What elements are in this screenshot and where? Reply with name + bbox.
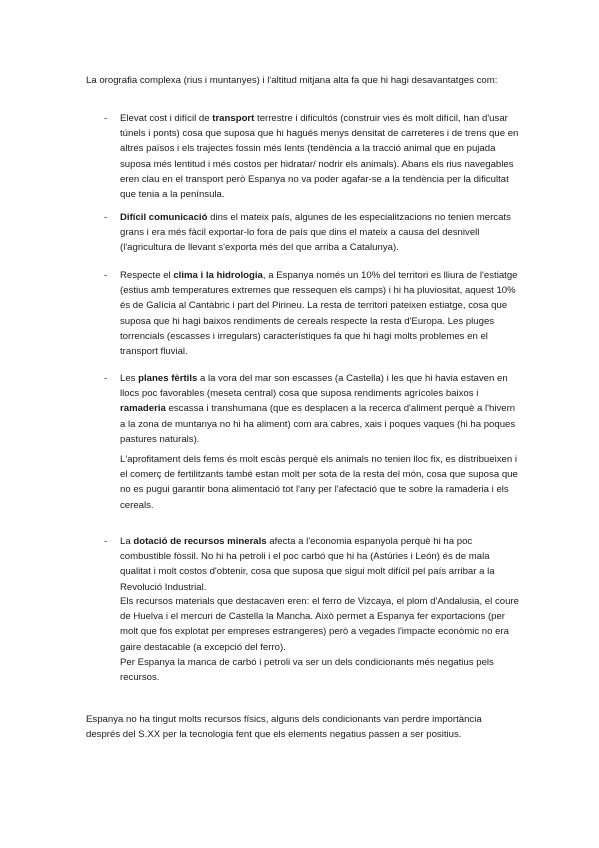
minerals-paragraph	[120, 534, 520, 595]
bullet-dash: -	[104, 113, 108, 124]
bold-term-livestock: ramaderia	[120, 403, 166, 415]
coal-oil-paragraph: Per Espanya la manca de carbó i petroli va ser un dels condicionants més negatius pels recursos.	[120, 657, 494, 684]
text-run: Les	[120, 373, 139, 384]
materials-paragraph: Els recursos materials que destacaven eren: el ferro de Vizcaya, el plom d'Andalusia, el coure de Huelva i el mercuri de Castella la Mancha. Això permet a Espanya fer exportacions (per molt que fos explotat per empreses estrangeres) però a vegades l'impacte econòmic no era gaire destacable (a excepció del ferro).	[120, 596, 519, 653]
text-run: La	[120, 536, 134, 547]
transport-paragraph	[120, 111, 520, 202]
text-run: afecta a l'economia espanyola perquè hi ha poc combustible fòssil. No hi ha petroli i el poc carbó que hi ha (Astúries i León) és de mala qualitat i molt costos d'obtenir, cosa que suposa que sigui molt difícil pel país arribar a la Revolució Industrial.	[120, 536, 495, 593]
intro-paragraph: La orografia complexa (rius i muntanyes) i l'altitud mitjana alta fa que hi hagi desavantatges com:	[86, 75, 498, 86]
text-run: escassa i transhumana (que es desplacen a la recerca d'aliment perquè a l'hivern a la zona de muntanya no hi ha aliment) com ara cabres, xais i poques vaques (hi ha poques pastures naturals).	[120, 403, 516, 445]
text-run: Elevat cost i difícil de	[120, 113, 213, 124]
text-run: Respecte el	[120, 270, 174, 281]
bullet-dash: -	[104, 536, 108, 547]
conclusion-paragraph: Espanya no ha tingut molts recursos físics, alguns dels condicionants van perdre importància després del S.XX per la tecnologia fent que els elements negatius passen a ser positius.	[86, 714, 482, 741]
bullet-dash: -	[104, 373, 108, 384]
fertile-plains-paragraph	[120, 371, 520, 447]
bullet-dash: -	[104, 212, 108, 223]
climate-paragraph	[120, 268, 520, 359]
text-run: dins el mateix país, algunes de les especialitzacions no tenien mercats grans i era més fàcil exportar-lo fora de país que dins el mateix a causa del desnivell (l'agricultura de llevant s'exporta més del que arriba a Catalunya).	[120, 212, 511, 254]
bold-term-fertile-plains: planes fèrtils	[138, 373, 198, 384]
communication-paragraph	[120, 210, 520, 256]
bold-term-transport: transport	[212, 113, 255, 124]
manure-paragraph: L'aprofitament dels fems és molt escàs perquè els animals no tenien lloc fix, es distribueixen i el comerç de fertilitzants també estan molt per sota de la resta del món, cosa que suposa que no es pugui garantir bona alimentació tot l'any per l'afectació que te sobre la ramaderia i els cereals.	[120, 454, 518, 511]
text-run: terrestre i dificultós (construir vies és molt difícil, han d'usar túnels i ponts) cosa que suposa que hi hagués menys densitat de carreteres i de trens que en altres països i els trajectes fossin més lents (tendència a la tracció animal que en pujada suposa més lentitud i més costos per hidratar/ nodrir els animals). Abans els rius navegables eren clau en el transport però Espanya no va poder agafar-se a la tendència per la dificultat que tenia a la península.	[120, 113, 519, 201]
text-run: a la vora del mar son escasses (a Castella) i les que hi havia estaven en llocs poc favorables (meseta central) cosa que suposa rendiments agrícoles baixos i	[120, 373, 508, 400]
bold-term-minerals: dotació de recursos minerals	[133, 536, 267, 547]
bullet-dash: -	[104, 270, 108, 281]
text-run: , a Espanya només un 10% del territori es lliura de l'estiatge (estius amb temperatures extremes que ressequen els camps) i hi ha pluviositat, aquest 10% és de Galícia al Cantàbric i part del Pirineu. La resta de territori pateixen estiatge, cosa que suposa que hi hagi baixos rendiments de cereals respecte la resta d'Europa. Les pluges torrencials (escasses i irregulars) característiques fa que hi hagi molts problemes en el transport fluvial.	[120, 270, 518, 358]
bold-term-communication: Difícil comunicació	[120, 212, 208, 223]
bold-term-climate: clima i la hidrologia	[173, 270, 263, 281]
